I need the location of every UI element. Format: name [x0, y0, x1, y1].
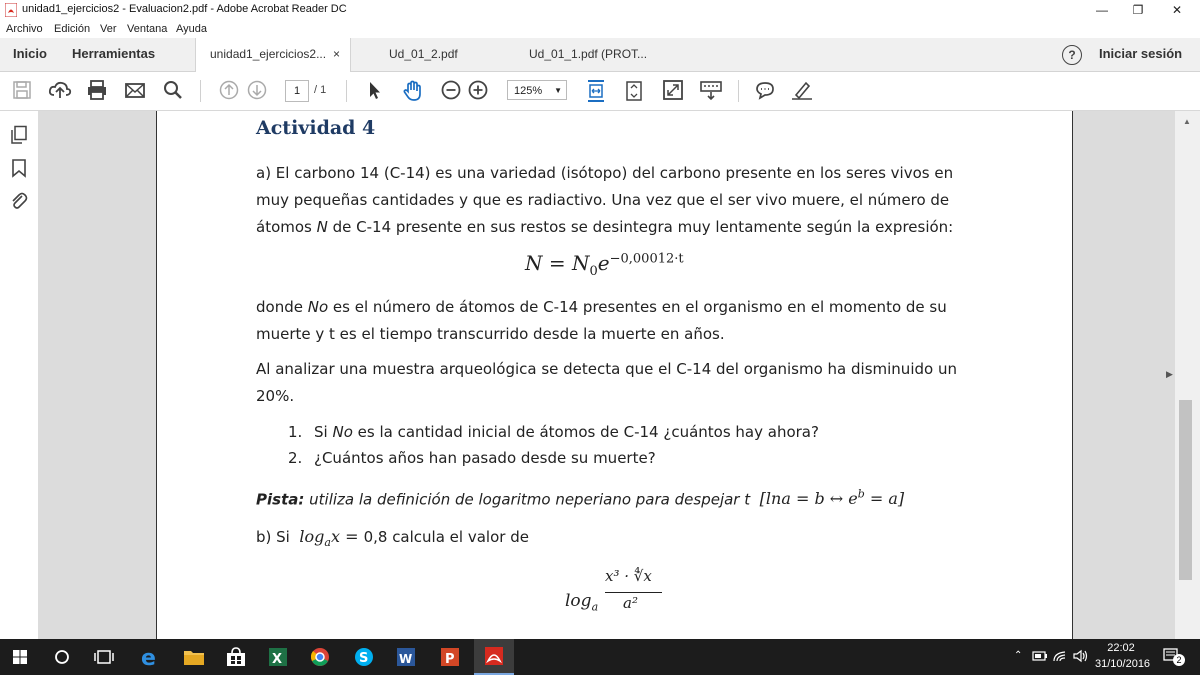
acrobat-logo-icon	[5, 3, 17, 17]
windows-taskbar	[0, 639, 1200, 675]
search-icon[interactable]	[162, 79, 184, 103]
toolbar	[0, 72, 1200, 111]
zoom-in-icon[interactable]	[467, 79, 489, 103]
list-number: 1.	[288, 423, 303, 441]
clock-time[interactable]: 22:02	[1107, 642, 1135, 654]
notification-count-badge: 2	[1173, 654, 1185, 666]
tab-inicio[interactable]: Inicio	[13, 46, 47, 61]
paragraph-line: muerte y t es el tiempo transcurrido desde la muerte en años.	[256, 325, 725, 343]
notification-center-icon[interactable]	[1163, 648, 1183, 669]
log-base: a	[324, 536, 331, 550]
formula-exponent: −0,00012·t	[609, 251, 684, 267]
menu-bar	[0, 22, 1200, 38]
activity-heading: Actividad 4	[256, 117, 376, 139]
paragraph-line: a) El carbono 14 (C-14) es una variedad (isótopo) del carbono presente en los seres vivos en	[256, 164, 954, 182]
fraction-log-label	[565, 591, 598, 613]
fit-width-icon[interactable]	[586, 79, 606, 103]
scroll-mode-icon[interactable]	[699, 79, 723, 103]
collapse-right-arrow-icon[interactable]: ▶	[1166, 369, 1173, 379]
hint-text: utiliza la definición de logaritmo neperiano para despejar t	[309, 490, 751, 509]
text-span: ¿Cuántos años han pasado desde su muerte?	[314, 449, 656, 467]
text-span: Si	[314, 423, 333, 441]
bookmark-icon[interactable]	[11, 158, 27, 183]
log-value: 0,8	[363, 528, 388, 546]
next-page-icon[interactable]	[246, 79, 268, 103]
hint-superscript: b	[857, 488, 865, 501]
svg-text:e: e	[141, 646, 156, 671]
toolbar-divider	[200, 80, 201, 102]
full-screen-icon[interactable]	[662, 79, 684, 103]
menu-ayuda[interactable]: Ayuda	[176, 23, 207, 35]
question-list	[288, 419, 819, 471]
chrome-icon[interactable]	[300, 639, 340, 675]
cortana-search-icon[interactable]	[42, 639, 82, 675]
window-title: unidad1_ejercicios2 - Evaluacion2.pdf - Adobe Acrobat Reader DC	[22, 3, 347, 15]
fraction-numerator: x³ · ∜x	[605, 567, 652, 585]
fit-page-icon[interactable]	[624, 79, 644, 103]
text-span: átomos	[256, 218, 317, 236]
toolbar-divider	[346, 80, 347, 102]
formula-lhs: N = N	[525, 251, 590, 275]
select-cursor-icon[interactable]	[365, 79, 383, 103]
edge-browser-icon[interactable]	[130, 639, 170, 675]
toolbar-divider	[738, 80, 739, 102]
list-number: 2.	[288, 449, 303, 467]
paragraph-analisis	[256, 356, 957, 410]
right-gray-margin	[1111, 111, 1175, 639]
store-icon[interactable]	[216, 639, 256, 675]
log-base: a	[591, 600, 599, 614]
fraction-bar	[605, 592, 662, 593]
tab-bar	[0, 38, 1200, 72]
log-argument: x =	[330, 527, 364, 546]
scroll-up-arrow-icon[interactable]: ▲	[1183, 117, 1191, 126]
hint-math: [lna = b ↔ e	[759, 489, 858, 509]
attachment-icon[interactable]	[10, 190, 28, 217]
word-icon[interactable]	[386, 639, 426, 675]
file-explorer-icon[interactable]	[174, 639, 214, 675]
tab-label: Ud_01_2.pdf	[389, 47, 458, 61]
page-thumbnails-icon[interactable]	[10, 125, 28, 150]
close-window-button[interactable]: ✕	[1171, 3, 1183, 17]
svg-text:W: W	[399, 652, 413, 666]
cloud-upload-icon[interactable]	[48, 79, 72, 103]
zoom-out-icon[interactable]	[440, 79, 462, 103]
svg-text:S: S	[359, 651, 369, 666]
title-bar	[0, 0, 1200, 22]
paragraph-line: 20%.	[256, 387, 295, 405]
menu-ver[interactable]: Ver	[100, 23, 117, 35]
list-item	[288, 419, 819, 445]
chevron-down-icon: ▼	[554, 86, 562, 95]
signin-link[interactable]: Iniciar sesión	[1099, 46, 1183, 61]
print-icon[interactable]	[86, 79, 108, 103]
zoom-value: 125%	[514, 85, 543, 97]
scrollbar-thumb[interactable]	[1179, 400, 1192, 580]
comment-icon[interactable]	[754, 79, 776, 103]
tray-chevron-up-icon[interactable]: ⌃	[1014, 650, 1023, 661]
paragraph-line: Al analizar una muestra arqueológica se detecta que el C-14 del organismo ha disminuido un	[256, 360, 957, 378]
menu-ventana[interactable]: Ventana	[127, 23, 168, 35]
help-icon[interactable]: ?	[1062, 45, 1082, 65]
task-view-icon[interactable]	[84, 639, 124, 675]
email-icon[interactable]	[124, 79, 146, 103]
text-span: es el número de átomos de C-14 presentes en el organismo en el momento de su	[328, 298, 947, 316]
zoom-select[interactable]	[507, 80, 567, 100]
document-viewport	[38, 111, 1111, 639]
text-span: es la cantidad inicial de átomos de C-14 ¿cuántos hay ahora?	[352, 423, 819, 441]
hint-label: Pista:	[256, 490, 305, 509]
excel-icon[interactable]	[258, 639, 298, 675]
fraction-denominator: a²	[623, 594, 638, 612]
decay-formula	[525, 251, 684, 279]
tab-herramientas[interactable]: Herramientas	[72, 46, 156, 61]
log-text: log	[299, 527, 325, 546]
tab-document-2[interactable]	[375, 38, 505, 71]
restore-button[interactable]: ❐	[1132, 3, 1144, 17]
variable-no: No	[307, 298, 329, 316]
menu-archivo[interactable]: Archivo	[6, 23, 43, 35]
svg-text:X: X	[272, 652, 283, 667]
tab-document-active[interactable]	[195, 38, 351, 72]
text-span: b) Si	[256, 528, 290, 546]
battery-icon[interactable]	[1032, 649, 1048, 666]
variable-no: No	[332, 423, 353, 441]
acrobat-reader-taskbar-icon[interactable]	[474, 639, 514, 675]
paragraph-a	[256, 160, 953, 241]
formula-subscript: 0	[589, 264, 598, 279]
save-icon[interactable]	[12, 79, 32, 103]
hand-tool-icon[interactable]	[401, 79, 425, 103]
tab-label: unidad1_ejercicios2...	[210, 47, 327, 61]
text-span: donde	[256, 298, 308, 316]
hint-math-end: = a]	[864, 489, 905, 509]
powerpoint-icon[interactable]	[430, 639, 470, 675]
windows-start-icon[interactable]	[0, 639, 40, 675]
navigation-panel	[0, 111, 39, 639]
tab-document-3[interactable]	[515, 38, 665, 71]
paragraph-line: muy pequeñas cantidades y que es radiactivo. Una vez que el ser vivo muere, el número de	[256, 191, 950, 209]
log-text: log	[565, 591, 592, 611]
list-item	[288, 445, 819, 471]
page-total: / 1	[314, 84, 327, 96]
paragraph-donde	[256, 294, 947, 348]
tab-label: Ud_01_1.pdf (PROT...	[529, 47, 648, 61]
text-span: calcula el valor de	[387, 528, 529, 546]
volume-icon[interactable]	[1072, 649, 1090, 666]
highlight-pen-icon[interactable]	[790, 79, 814, 103]
paragraph-b	[256, 523, 529, 556]
formula-e: e	[597, 251, 610, 275]
variable-n: N	[316, 218, 328, 236]
svg-text:P: P	[445, 652, 455, 667]
skype-icon[interactable]	[344, 639, 384, 675]
clock-date[interactable]: 31/10/2016	[1095, 658, 1151, 670]
paragraph-line	[256, 294, 947, 321]
pdf-page	[156, 111, 1073, 639]
previous-page-icon[interactable]	[218, 79, 240, 103]
hint-line	[256, 481, 904, 513]
tab-close-icon[interactable]: ×	[332, 47, 340, 61]
page-number-input[interactable]: 1	[285, 80, 309, 102]
text-span: de C-14 presente en sus restos se desintegra muy lentamente según la expresión:	[327, 218, 954, 236]
paragraph-line	[256, 214, 953, 241]
wifi-icon[interactable]	[1052, 649, 1068, 666]
menu-edicion[interactable]: Edición	[54, 23, 91, 35]
minimize-button[interactable]: —	[1096, 3, 1108, 17]
